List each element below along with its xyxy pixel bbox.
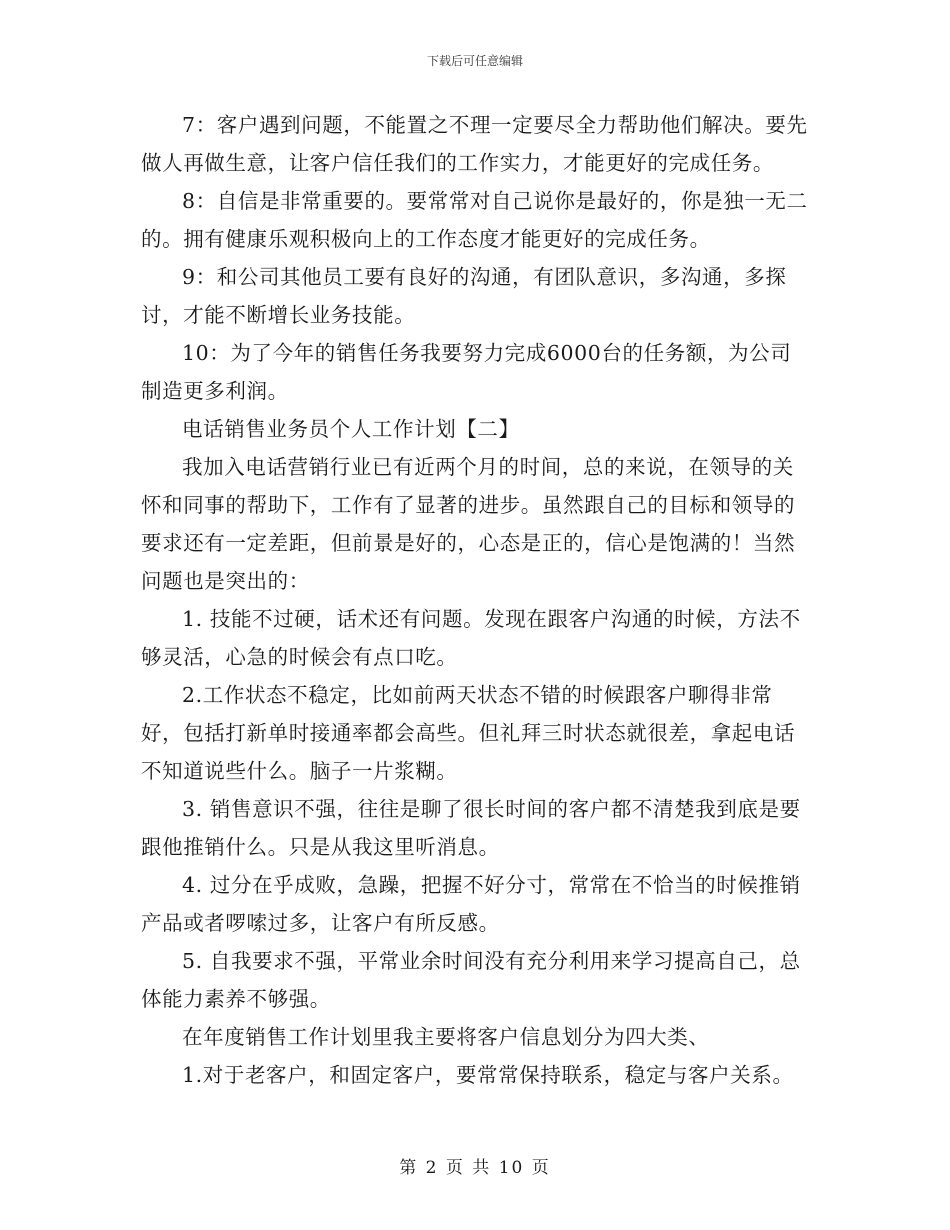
problem-item-1: 1. 技能不过硬，话术还有问题。发现在跟客户沟通的时候，方法不够灵活，心急的时候会有点口吃。 [141,607,801,669]
paragraph-8: 8：自信是非常重要的。要常常对自己说你是最好的，你是独一无二的。拥有健康乐观积极向上的工作态度才能更好的完成任务。 [141,189,808,251]
page-number-footer: 第 2 页 共 10 页 [399,1158,551,1178]
plan-intro: 在年度销售工作计划里我主要将客户信息划分为四大类、 [182,1025,710,1049]
problem-item-5: 5. 自我要求不强，平常业余时间没有充分利用来学习提高自己，总体能力素养不够强。 [141,949,801,1011]
paragraph-9: 9：和公司其他员工要有良好的沟通，有团队意识，多沟通，多探讨，才能不断增长业务技能。 [141,265,787,327]
page-header: 下载后可任意编辑 [426,54,523,68]
paragraph-7: 7：客户遇到问题，不能置之不理一定要尽全力帮助他们解决。要先做人再做生意，让客户信任我们的工作实力，才能更好的完成任务。 [141,113,808,175]
problem-item-4: 4. 过分在乎成败，急躁，把握不好分寸，常常在不恰当的时候推销产品或者啰嗦过多，让客户有所反感。 [141,873,801,935]
plan-item-1: 1.对于老客户，和固定客户，要常常保持联系，稳定与客户关系。 [182,1063,794,1087]
paragraph-intro: 我加入电话营销行业已有近两个月的时间，总的来说，在领导的关怀和同事的帮助下，工作有了显著的进步。虽然跟自己的目标和领导的要求还有一定差距，但前景是好的，心态是正的，信心是饱满的！当然问题也是突出的： [141,455,796,593]
section-heading: 电话销售业务员个人工作计划【二】 [182,417,520,441]
problem-item-2: 2.工作状态不稳定，比如前两天状态不错的时候跟客户聊得非常好，包括打新单时接通率都会高些。但礼拜三时状态就很差，拿起电话不知道说些什么。脑子一片浆糊。 [141,683,796,783]
problem-item-3: 3. 销售意识不强，往往是聊了很长时间的客户都不清楚我到底是要跟他推销什么。只是从我这里听消息。 [141,797,801,859]
paragraph-10: 10：为了今年的销售任务我要努力完成6000台的任务额，为公司制造更多利润。 [141,341,792,403]
document-body [141,106,809,1094]
